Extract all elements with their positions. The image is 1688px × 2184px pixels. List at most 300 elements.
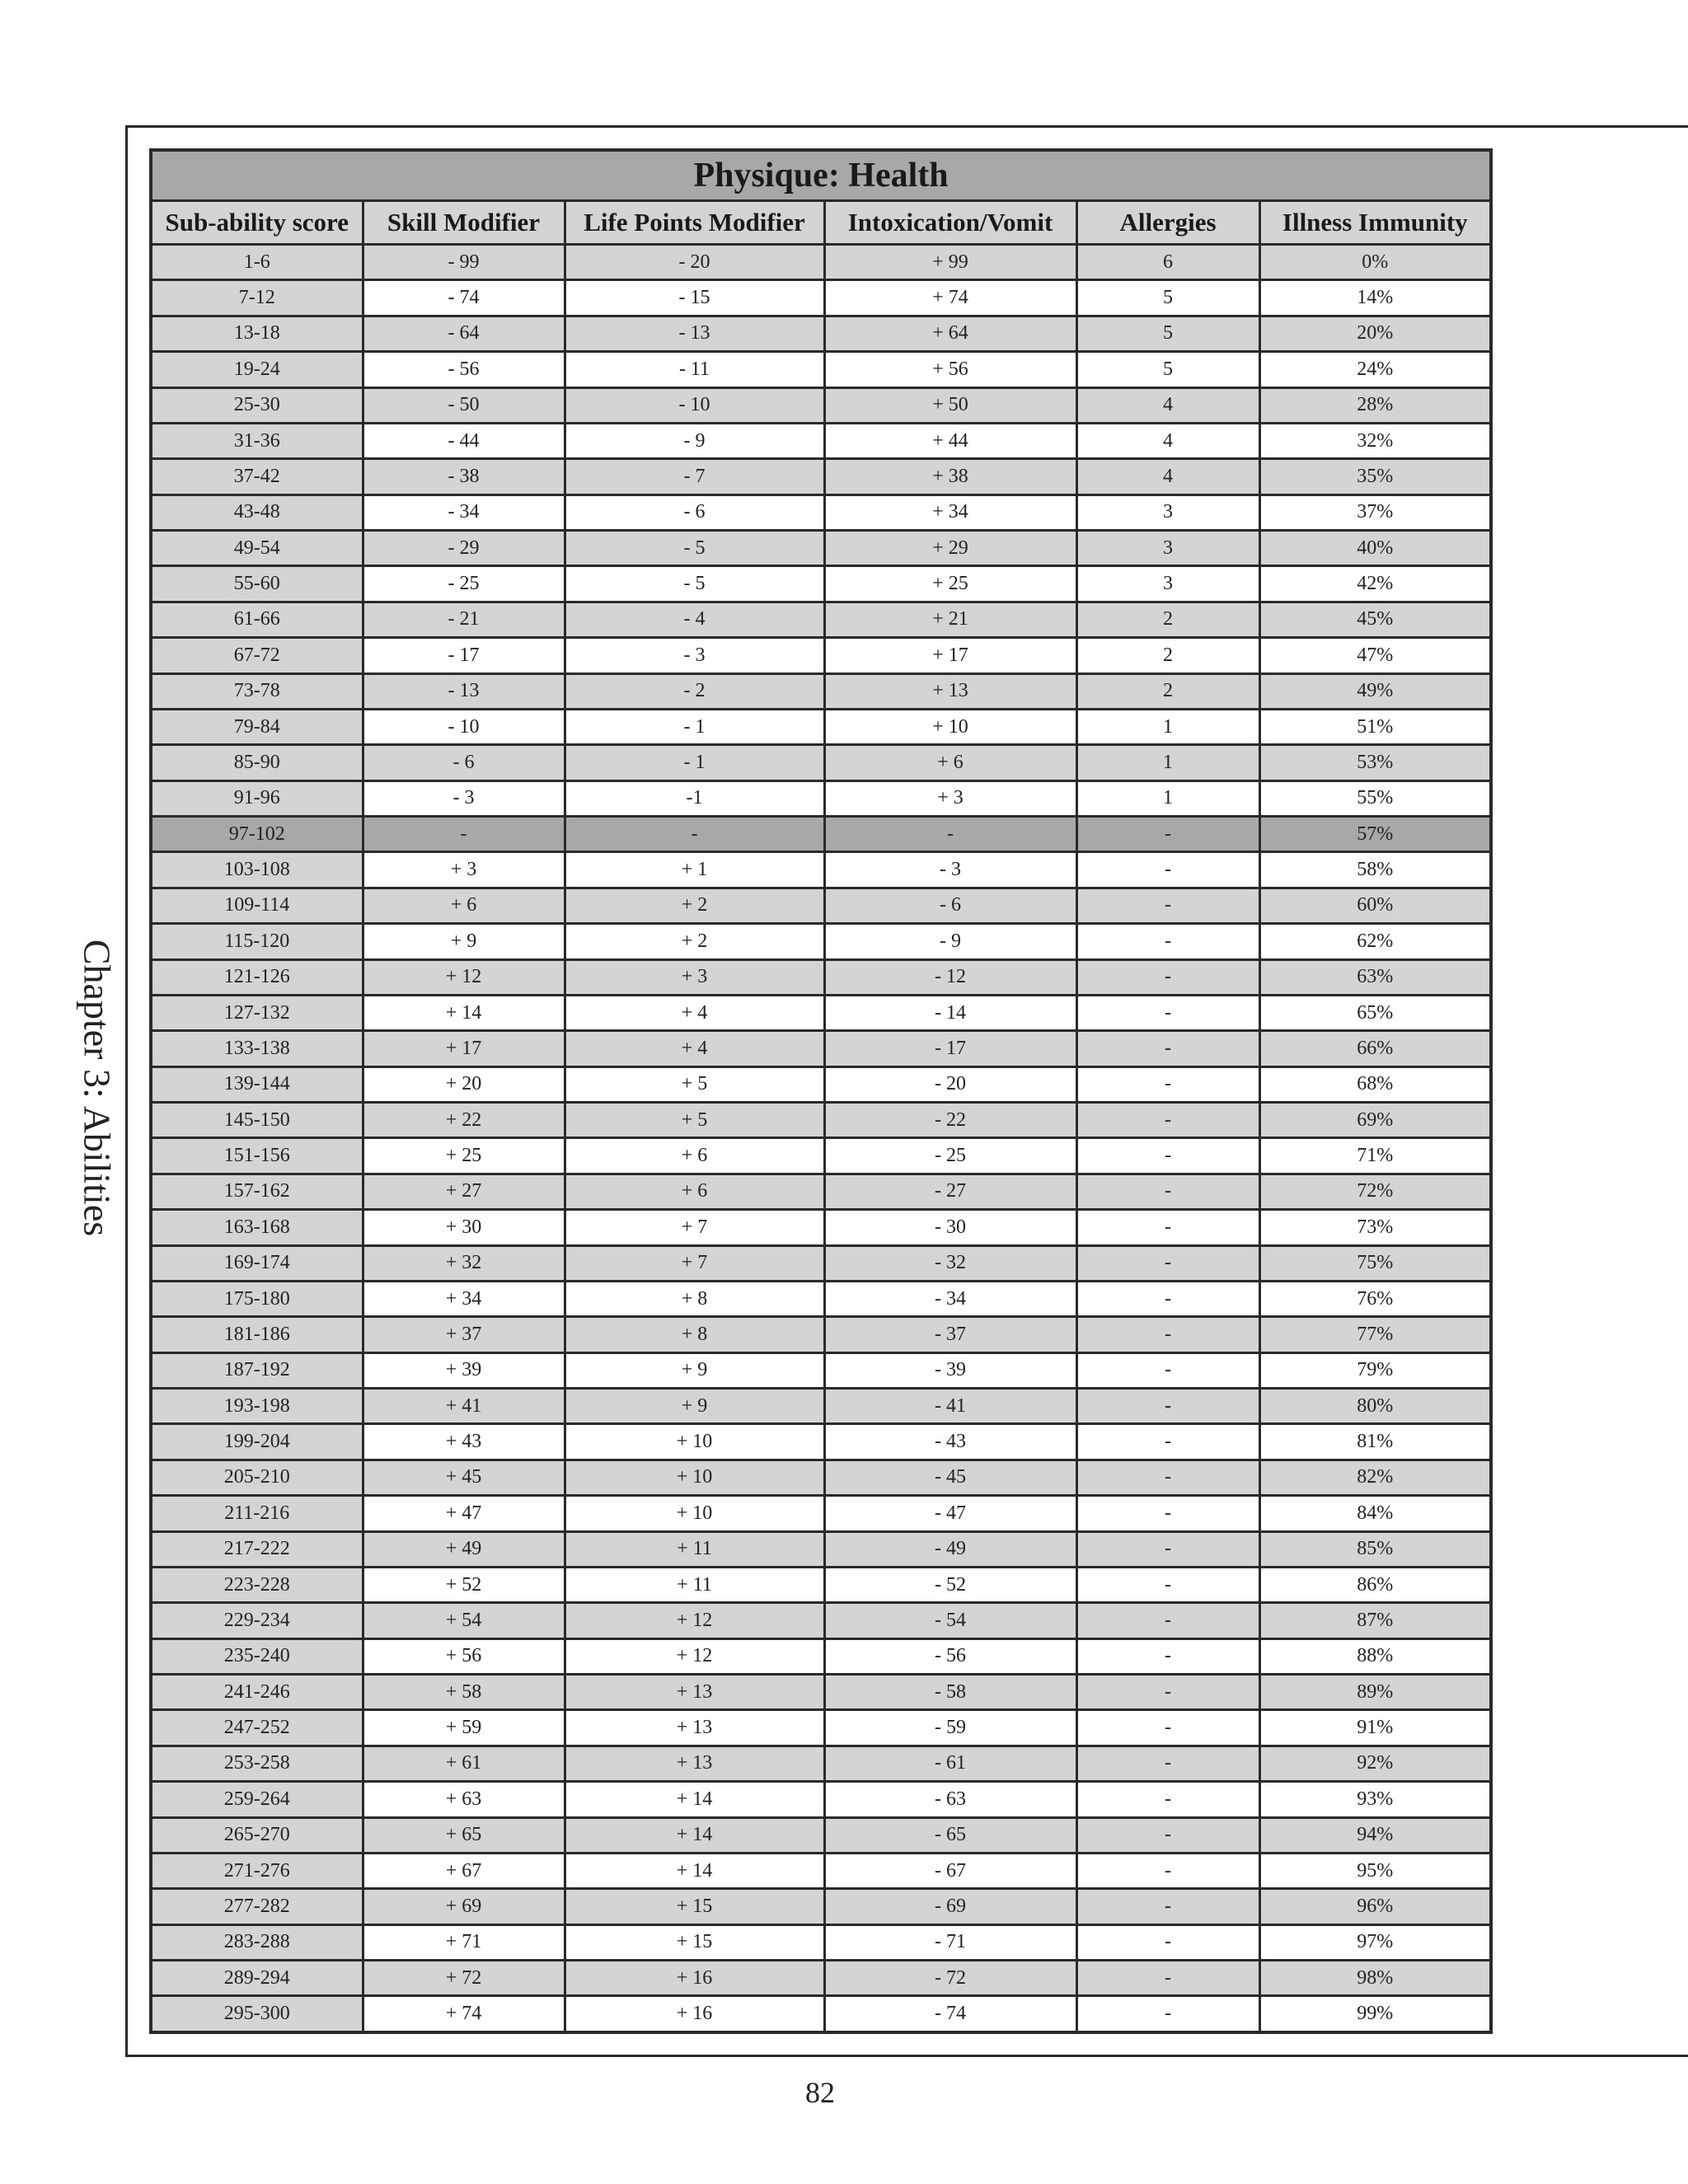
cell-allergies: 4 <box>1076 387 1259 423</box>
cell-intoxication-vomit: - 22 <box>824 1103 1076 1138</box>
cell-allergies: 1 <box>1076 780 1259 816</box>
table-row <box>151 1424 1491 1460</box>
cell-life-points-modifier: + 14 <box>565 1782 824 1817</box>
chapter-label-text: Chapter 3: Abilities <box>76 939 119 1237</box>
table-row <box>151 352 1491 387</box>
cell-life-points-modifier: + 8 <box>565 1317 824 1352</box>
cell-intoxication-vomit: + 6 <box>824 745 1076 780</box>
cell-illness-immunity: 37% <box>1259 494 1491 530</box>
cell-score: 241-246 <box>151 1675 363 1710</box>
cell-life-points-modifier: - 1 <box>565 745 824 780</box>
cell-skill-modifier: - 3 <box>363 780 565 816</box>
cell-illness-immunity: 57% <box>1259 817 1491 852</box>
cell-skill-modifier: - 74 <box>363 280 565 316</box>
cell-skill-modifier: + 25 <box>363 1138 565 1174</box>
cell-score: 73-78 <box>151 673 363 709</box>
cell-skill-modifier: + 30 <box>363 1210 565 1245</box>
cell-intoxication-vomit: + 64 <box>824 316 1076 351</box>
cell-skill-modifier: + 9 <box>363 924 565 959</box>
cell-illness-immunity: 86% <box>1259 1567 1491 1602</box>
cell-allergies: - <box>1076 1782 1259 1817</box>
cell-intoxication-vomit: + 13 <box>824 673 1076 709</box>
cell-skill-modifier: + 65 <box>363 1817 565 1853</box>
cell-intoxication-vomit: - 71 <box>824 1924 1076 1960</box>
cell-illness-immunity: 84% <box>1259 1496 1491 1531</box>
cell-skill-modifier: - <box>363 817 565 852</box>
table-row <box>151 745 1491 780</box>
table-row <box>151 1603 1491 1638</box>
cell-intoxication-vomit: - 54 <box>824 1603 1076 1638</box>
cell-illness-immunity: 24% <box>1259 352 1491 387</box>
cell-skill-modifier: + 69 <box>363 1889 565 1924</box>
cell-life-points-modifier: + 10 <box>565 1460 824 1495</box>
cell-score: 49-54 <box>151 531 363 566</box>
cell-life-points-modifier: + 10 <box>565 1424 824 1460</box>
table-row <box>151 387 1491 423</box>
cell-illness-immunity: 85% <box>1259 1531 1491 1567</box>
cell-score: 25-30 <box>151 387 363 423</box>
cell-intoxication-vomit: + 38 <box>824 459 1076 494</box>
cell-life-points-modifier: - 9 <box>565 423 824 458</box>
table-row <box>151 1567 1491 1602</box>
cell-intoxication-vomit: + 3 <box>824 780 1076 816</box>
cell-allergies: - <box>1076 1531 1259 1567</box>
cell-skill-modifier: + 59 <box>363 1710 565 1746</box>
cell-intoxication-vomit: + 10 <box>824 709 1076 744</box>
column-header-score: Sub-ability score <box>151 201 363 245</box>
column-header-life-points-modifier: Life Points Modifier <box>565 201 824 245</box>
cell-skill-modifier: - 50 <box>363 387 565 423</box>
cell-score: 175-180 <box>151 1281 363 1316</box>
cell-skill-modifier: + 6 <box>363 888 565 923</box>
cell-allergies: - <box>1076 1317 1259 1352</box>
cell-life-points-modifier: + 6 <box>565 1174 824 1209</box>
cell-life-points-modifier: -1 <box>565 780 824 816</box>
cell-intoxication-vomit: - 63 <box>824 1782 1076 1817</box>
cell-intoxication-vomit: - 41 <box>824 1389 1076 1424</box>
cell-skill-modifier: + 41 <box>363 1389 565 1424</box>
cell-intoxication-vomit: - <box>824 817 1076 852</box>
cell-score: 67-72 <box>151 638 363 673</box>
cell-illness-immunity: 53% <box>1259 745 1491 780</box>
table-row <box>151 959 1491 995</box>
cell-life-points-modifier: - 13 <box>565 316 824 351</box>
cell-allergies: - <box>1076 1996 1259 2032</box>
table-row <box>151 673 1491 709</box>
cell-intoxication-vomit: - 61 <box>824 1746 1076 1781</box>
cell-illness-immunity: 58% <box>1259 852 1491 888</box>
cell-skill-modifier: + 61 <box>363 1746 565 1781</box>
cell-allergies: 3 <box>1076 566 1259 602</box>
table-row <box>151 780 1491 816</box>
cell-skill-modifier: + 54 <box>363 1603 565 1638</box>
cell-life-points-modifier: + 4 <box>565 1031 824 1066</box>
cell-skill-modifier: + 63 <box>363 1782 565 1817</box>
cell-intoxication-vomit: + 99 <box>824 245 1076 280</box>
table-row <box>151 602 1491 637</box>
table-row <box>151 852 1491 888</box>
cell-life-points-modifier: - 5 <box>565 566 824 602</box>
cell-score: 37-42 <box>151 459 363 494</box>
cell-allergies: 2 <box>1076 602 1259 637</box>
cell-illness-immunity: 95% <box>1259 1853 1491 1888</box>
table-row <box>151 1638 1491 1674</box>
table-row <box>151 245 1491 280</box>
cell-intoxication-vomit: - 32 <box>824 1245 1076 1281</box>
cell-score: 133-138 <box>151 1031 363 1066</box>
cell-score: 223-228 <box>151 1567 363 1602</box>
cell-allergies: - <box>1076 1389 1259 1424</box>
cell-skill-modifier: + 22 <box>363 1103 565 1138</box>
cell-skill-modifier: + 34 <box>363 1281 565 1316</box>
cell-score: 19-24 <box>151 352 363 387</box>
cell-life-points-modifier: + 7 <box>565 1210 824 1245</box>
cell-allergies: 3 <box>1076 531 1259 566</box>
cell-illness-immunity: 98% <box>1259 1961 1491 1996</box>
cell-score: 295-300 <box>151 1996 363 2032</box>
cell-allergies: - <box>1076 1675 1259 1710</box>
cell-allergies: - <box>1076 1961 1259 1996</box>
table-row <box>151 709 1491 744</box>
cell-illness-immunity: 71% <box>1259 1138 1491 1174</box>
table-row <box>151 638 1491 673</box>
cell-intoxication-vomit: - 30 <box>824 1210 1076 1245</box>
cell-skill-modifier: + 67 <box>363 1853 565 1888</box>
cell-score: 1-6 <box>151 245 363 280</box>
table-row <box>151 1352 1491 1388</box>
cell-illness-immunity: 51% <box>1259 709 1491 744</box>
cell-score: 229-234 <box>151 1603 363 1638</box>
cell-life-points-modifier: + 10 <box>565 1496 824 1531</box>
cell-life-points-modifier: - 4 <box>565 602 824 637</box>
cell-skill-modifier: + 52 <box>363 1567 565 1602</box>
cell-intoxication-vomit: - 6 <box>824 888 1076 923</box>
cell-intoxication-vomit: + 50 <box>824 387 1076 423</box>
column-header-allergies: Allergies <box>1076 201 1259 245</box>
cell-intoxication-vomit: - 14 <box>824 995 1076 1030</box>
table-row <box>151 1174 1491 1209</box>
cell-score: 145-150 <box>151 1103 363 1138</box>
cell-illness-immunity: 81% <box>1259 1424 1491 1460</box>
cell-illness-immunity: 79% <box>1259 1352 1491 1388</box>
cell-score: 157-162 <box>151 1174 363 1209</box>
cell-score: 199-204 <box>151 1424 363 1460</box>
cell-allergies: 1 <box>1076 709 1259 744</box>
cell-intoxication-vomit: + 34 <box>824 494 1076 530</box>
cell-life-points-modifier: - <box>565 817 824 852</box>
table-row <box>151 888 1491 923</box>
table-row <box>151 1031 1491 1066</box>
cell-illness-immunity: 72% <box>1259 1174 1491 1209</box>
column-header-skill-modifier: Skill Modifier <box>363 201 565 245</box>
cell-skill-modifier: - 56 <box>363 352 565 387</box>
cell-life-points-modifier: + 3 <box>565 959 824 995</box>
table-row <box>151 459 1491 494</box>
cell-life-points-modifier: - 2 <box>565 673 824 709</box>
cell-intoxication-vomit: - 17 <box>824 1031 1076 1066</box>
cell-allergies: - <box>1076 1424 1259 1460</box>
cell-skill-modifier: - 17 <box>363 638 565 673</box>
cell-life-points-modifier: + 13 <box>565 1746 824 1781</box>
cell-allergies: - <box>1076 1603 1259 1638</box>
table-row <box>151 1853 1491 1888</box>
cell-allergies: - <box>1076 1746 1259 1781</box>
cell-intoxication-vomit: - 20 <box>824 1066 1076 1102</box>
cell-allergies: - <box>1076 1710 1259 1746</box>
cell-intoxication-vomit: - 27 <box>824 1174 1076 1209</box>
table-row <box>151 924 1491 959</box>
cell-life-points-modifier: + 1 <box>565 852 824 888</box>
cell-skill-modifier: + 3 <box>363 852 565 888</box>
cell-life-points-modifier: + 13 <box>565 1710 824 1746</box>
cell-intoxication-vomit: - 49 <box>824 1531 1076 1567</box>
cell-illness-immunity: 62% <box>1259 924 1491 959</box>
cell-illness-immunity: 40% <box>1259 531 1491 566</box>
cell-life-points-modifier: - 20 <box>565 245 824 280</box>
cell-intoxication-vomit: + 17 <box>824 638 1076 673</box>
cell-life-points-modifier: + 5 <box>565 1066 824 1102</box>
cell-skill-modifier: + 32 <box>363 1245 565 1281</box>
cell-illness-immunity: 75% <box>1259 1245 1491 1281</box>
cell-illness-immunity: 68% <box>1259 1066 1491 1102</box>
cell-illness-immunity: 94% <box>1259 1817 1491 1853</box>
cell-skill-modifier: - 64 <box>363 316 565 351</box>
cell-intoxication-vomit: - 52 <box>824 1567 1076 1602</box>
cell-allergies: - <box>1076 852 1259 888</box>
cell-life-points-modifier: + 15 <box>565 1889 824 1924</box>
cell-allergies: - <box>1076 1031 1259 1066</box>
cell-intoxication-vomit: - 65 <box>824 1817 1076 1853</box>
cell-allergies: - <box>1076 959 1259 995</box>
table-row <box>151 1317 1491 1352</box>
cell-allergies: - <box>1076 1174 1259 1209</box>
cell-skill-modifier: + 20 <box>363 1066 565 1102</box>
cell-skill-modifier: - 13 <box>363 673 565 709</box>
table-row <box>151 1245 1491 1281</box>
cell-score: 271-276 <box>151 1853 363 1888</box>
cell-score: 109-114 <box>151 888 363 923</box>
table-row <box>151 1889 1491 1924</box>
cell-life-points-modifier: - 15 <box>565 280 824 316</box>
cell-allergies: - <box>1076 888 1259 923</box>
cell-allergies: 1 <box>1076 745 1259 780</box>
table-row <box>151 1924 1491 1960</box>
cell-allergies: - <box>1076 1817 1259 1853</box>
cell-score: 193-198 <box>151 1389 363 1424</box>
cell-illness-immunity: 69% <box>1259 1103 1491 1138</box>
table-row <box>151 531 1491 566</box>
cell-score: 181-186 <box>151 1317 363 1352</box>
cell-skill-modifier: + 27 <box>363 1174 565 1209</box>
cell-allergies: - <box>1076 1210 1259 1245</box>
cell-score: 103-108 <box>151 852 363 888</box>
page-number: 82 <box>805 2076 835 2109</box>
cell-skill-modifier: - 21 <box>363 602 565 637</box>
table-row <box>151 566 1491 602</box>
table-row <box>151 280 1491 316</box>
cell-illness-immunity: 88% <box>1259 1638 1491 1674</box>
cell-score: 121-126 <box>151 959 363 995</box>
cell-score: 247-252 <box>151 1710 363 1746</box>
cell-illness-immunity: 80% <box>1259 1389 1491 1424</box>
cell-skill-modifier: - 34 <box>363 494 565 530</box>
cell-skill-modifier: + 56 <box>363 1638 565 1674</box>
cell-illness-immunity: 76% <box>1259 1281 1491 1316</box>
cell-intoxication-vomit: + 25 <box>824 566 1076 602</box>
cell-score: 7-12 <box>151 280 363 316</box>
table-row <box>151 1782 1491 1817</box>
cell-intoxication-vomit: - 37 <box>824 1317 1076 1352</box>
cell-illness-immunity: 42% <box>1259 566 1491 602</box>
cell-skill-modifier: + 12 <box>363 959 565 995</box>
cell-intoxication-vomit: - 43 <box>824 1424 1076 1460</box>
table-row <box>151 1531 1491 1567</box>
table-row <box>151 1389 1491 1424</box>
cell-allergies: 3 <box>1076 494 1259 530</box>
cell-illness-immunity: 99% <box>1259 1996 1491 2032</box>
cell-allergies: - <box>1076 1889 1259 1924</box>
cell-score: 217-222 <box>151 1531 363 1567</box>
cell-skill-modifier: + 37 <box>363 1317 565 1352</box>
cell-life-points-modifier: - 3 <box>565 638 824 673</box>
cell-allergies: - <box>1076 1496 1259 1531</box>
cell-intoxication-vomit: - 74 <box>824 1996 1076 2032</box>
cell-life-points-modifier: + 9 <box>565 1352 824 1388</box>
cell-illness-immunity: 97% <box>1259 1924 1491 1960</box>
cell-illness-immunity: 66% <box>1259 1031 1491 1066</box>
cell-skill-modifier: + 58 <box>363 1675 565 1710</box>
cell-allergies: 4 <box>1076 423 1259 458</box>
cell-illness-immunity: 49% <box>1259 673 1491 709</box>
cell-skill-modifier: - 99 <box>363 245 565 280</box>
cell-intoxication-vomit: - 12 <box>824 959 1076 995</box>
cell-life-points-modifier: - 5 <box>565 531 824 566</box>
cell-allergies: 5 <box>1076 316 1259 351</box>
cell-score: 265-270 <box>151 1817 363 1853</box>
cell-score: 97-102 <box>151 817 363 852</box>
cell-life-points-modifier: + 9 <box>565 1389 824 1424</box>
cell-illness-immunity: 63% <box>1259 959 1491 995</box>
cell-life-points-modifier: + 7 <box>565 1245 824 1281</box>
cell-illness-immunity: 55% <box>1259 780 1491 816</box>
cell-allergies: - <box>1076 1567 1259 1602</box>
table-row <box>151 817 1491 852</box>
cell-score: 211-216 <box>151 1496 363 1531</box>
cell-life-points-modifier: + 5 <box>565 1103 824 1138</box>
cell-allergies: 5 <box>1076 352 1259 387</box>
cell-score: 115-120 <box>151 924 363 959</box>
cell-intoxication-vomit: + 21 <box>824 602 1076 637</box>
cell-intoxication-vomit: - 72 <box>824 1961 1076 1996</box>
cell-life-points-modifier: + 2 <box>565 924 824 959</box>
cell-life-points-modifier: - 10 <box>565 387 824 423</box>
cell-illness-immunity: 32% <box>1259 423 1491 458</box>
cell-allergies: - <box>1076 1103 1259 1138</box>
cell-score: 139-144 <box>151 1066 363 1102</box>
table-row <box>151 494 1491 530</box>
cell-allergies: - <box>1076 1460 1259 1495</box>
cell-skill-modifier: + 72 <box>363 1961 565 1996</box>
table-row <box>151 1746 1491 1781</box>
cell-intoxication-vomit: - 58 <box>824 1675 1076 1710</box>
cell-intoxication-vomit: - 67 <box>824 1853 1076 1888</box>
cell-score: 85-90 <box>151 745 363 780</box>
cell-skill-modifier: + 45 <box>363 1460 565 1495</box>
cell-score: 31-36 <box>151 423 363 458</box>
cell-life-points-modifier: - 7 <box>565 459 824 494</box>
table-row <box>151 1281 1491 1316</box>
cell-score: 127-132 <box>151 995 363 1030</box>
cell-score: 61-66 <box>151 602 363 637</box>
cell-illness-immunity: 93% <box>1259 1782 1491 1817</box>
cell-life-points-modifier: - 11 <box>565 352 824 387</box>
cell-illness-immunity: 77% <box>1259 1317 1491 1352</box>
cell-score: 163-168 <box>151 1210 363 1245</box>
cell-intoxication-vomit: - 59 <box>824 1710 1076 1746</box>
cell-score: 91-96 <box>151 780 363 816</box>
cell-skill-modifier: + 71 <box>363 1924 565 1960</box>
cell-allergies: 2 <box>1076 638 1259 673</box>
cell-allergies: - <box>1076 924 1259 959</box>
cell-illness-immunity: 60% <box>1259 888 1491 923</box>
health-table <box>149 148 1493 2034</box>
cell-intoxication-vomit: + 56 <box>824 352 1076 387</box>
table-row <box>151 995 1491 1030</box>
cell-illness-immunity: 35% <box>1259 459 1491 494</box>
cell-life-points-modifier: + 16 <box>565 1961 824 1996</box>
cell-score: 283-288 <box>151 1924 363 1960</box>
table-header-row <box>151 201 1491 245</box>
cell-skill-modifier: - 25 <box>363 566 565 602</box>
cell-skill-modifier: - 38 <box>363 459 565 494</box>
table-row <box>151 1961 1491 1996</box>
cell-illness-immunity: 82% <box>1259 1460 1491 1495</box>
cell-score: 187-192 <box>151 1352 363 1388</box>
cell-illness-immunity: 91% <box>1259 1710 1491 1746</box>
table-row <box>151 1210 1491 1245</box>
cell-score: 169-174 <box>151 1245 363 1281</box>
cell-intoxication-vomit: + 74 <box>824 280 1076 316</box>
cell-illness-immunity: 73% <box>1259 1210 1491 1245</box>
cell-life-points-modifier: + 12 <box>565 1603 824 1638</box>
cell-skill-modifier: + 17 <box>363 1031 565 1066</box>
cell-allergies: - <box>1076 1924 1259 1960</box>
cell-illness-immunity: 28% <box>1259 387 1491 423</box>
cell-intoxication-vomit: - 56 <box>824 1638 1076 1674</box>
cell-score: 79-84 <box>151 709 363 744</box>
cell-illness-immunity: 87% <box>1259 1603 1491 1638</box>
cell-intoxication-vomit: - 45 <box>824 1460 1076 1495</box>
cell-score: 43-48 <box>151 494 363 530</box>
cell-life-points-modifier: + 6 <box>565 1138 824 1174</box>
cell-illness-immunity: 47% <box>1259 638 1491 673</box>
cell-intoxication-vomit: - 47 <box>824 1496 1076 1531</box>
cell-intoxication-vomit: - 9 <box>824 924 1076 959</box>
cell-illness-immunity: 65% <box>1259 995 1491 1030</box>
cell-life-points-modifier: + 14 <box>565 1817 824 1853</box>
cell-intoxication-vomit: - 34 <box>824 1281 1076 1316</box>
cell-life-points-modifier: + 13 <box>565 1675 824 1710</box>
cell-life-points-modifier: - 1 <box>565 709 824 744</box>
cell-allergies: - <box>1076 1066 1259 1102</box>
table-row <box>151 1066 1491 1102</box>
cell-allergies: - <box>1076 1138 1259 1174</box>
table-row <box>151 1675 1491 1710</box>
table-row <box>151 423 1491 458</box>
cell-score: 55-60 <box>151 566 363 602</box>
cell-illness-immunity: 89% <box>1259 1675 1491 1710</box>
cell-allergies: 4 <box>1076 459 1259 494</box>
